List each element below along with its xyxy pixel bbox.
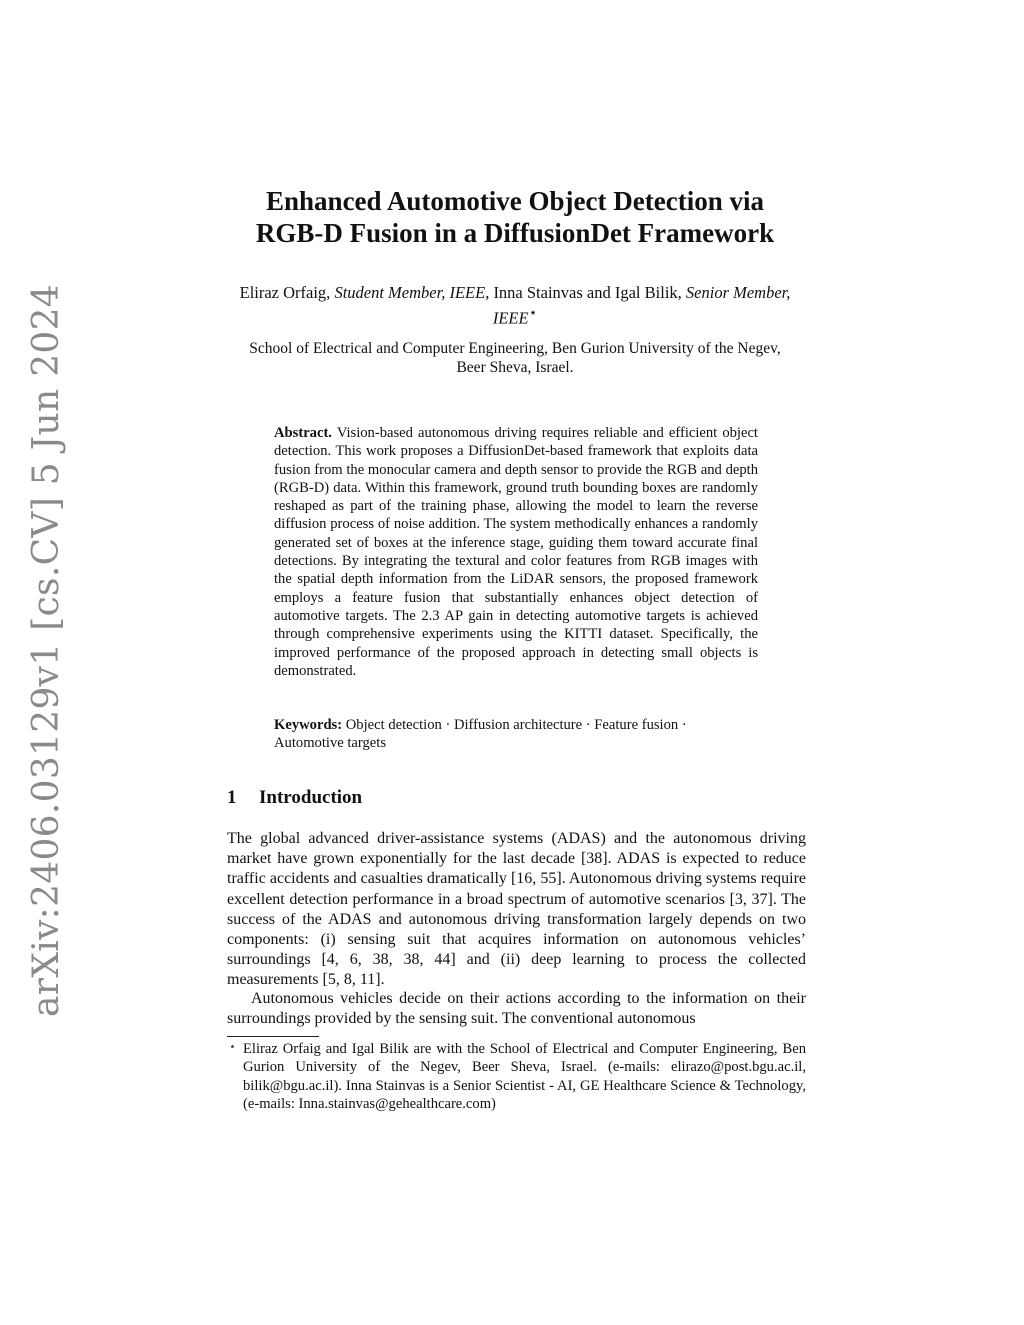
footnote-text: Eliraz Orfaig and Igal Bilik are with the School of Electrical and Computer Engineering, Ben Gurion University of the Negev, Beer Sheva, Israel. (e-mails: elirazo@post.bgu.ac.il, bilik@bgu.ac.il). Inna Stainvas is a Senior Scientist - AI, GE Healthcare Science & Technology, (e-mails: Inna.stainvas@gehealthcare.com) [243,1041,806,1112]
keywords [274,716,758,753]
section-number: 1 [227,787,237,808]
author-2-names: , Inna Stainvas and Igal Bilik, [485,283,686,302]
keywords-label: Keywords: [274,717,343,733]
paper-title [200,185,830,249]
title-line-1: Enhanced Automotive Object Detection via [266,186,764,216]
footnote-divider [227,1036,319,1037]
abstract [274,424,758,680]
section-heading-introduction [227,786,362,810]
arxiv-identifier-text: arXiv:2406.03129v1 [cs.CV] 5 Jun 2024 [25,283,67,1017]
author-3-role: Senior Member, IEEE [492,283,791,328]
abstract-label: Abstract. [274,425,332,441]
section-title: Introduction [259,787,363,808]
keywords-text: Object detection · Diffusion architecture · Feature fusion · Automotive targets [274,717,687,752]
footnote [229,1040,806,1113]
abstract-text: Vision-based autonomous driving requires reliable and efficient object detection. This work proposes a DiffusionDet-based framework that exploits data fusion from the monocular camera and depth sensor to provide the RGB and depth (RGB-D) data. Within this framework, ground truth bounding boxes are randomly reshaped as part of the training phase, allowing the model to learn the reverse diffusion process of noise addition. The system methodically enhances a randomly generated set of boxes at the inference stage, guiding them toward accurate final detections. By integrating the textural and color features from RGB images with the spatial depth information from the LiDAR sensors, the proposed framework employs a feature fusion that substantially enhances object detection of automotive targets. The 2.3 AP gain in detecting automotive targets is achieved through comprehensive experiments using the KITTI dataset. Specifically, the improved performance of the proposed approach in detecting small objects is demonstrated. [274,425,758,679]
affiliation-line-2: Beer Sheva, Israel. [456,359,574,376]
author-1-name: Eliraz Orfaig, [239,283,335,302]
author-footnote-mark: ⋆ [528,305,538,320]
intro-paragraph-1: The global advanced driver-assistance systems (ADAS) and the autonomous driving market have grown exponentially for the last decade [38]. ADAS is expected to reduce traffic accidents and casualties dramatically [16, 55]. Autonomous driving systems require excellent detection performance in a broad spectrum of automotive scenarios [3, 37]. The success of the ADAS and autonomous driving transformation largely depends on two components: (i) sensing suit that acquires information on autonomous vehicles’ surroundings [4, 6, 38, 38, 44] and (ii) deep learning to process the collected measurements [5, 8, 11]. [227,830,806,989]
intro-paragraph-2: Autonomous vehicles decide on their actions according to the information on their surroundings provided by the sensing suit. The conventional autonomous [227,990,806,1028]
title-line-2: RGB-D Fusion in a DiffusionDet Framework [255,218,775,248]
affiliation [220,339,810,377]
arxiv-identifier-stamp [18,283,74,1017]
author-list [228,283,802,329]
affiliation-line-1: School of Electrical and Computer Engineering, Ben Gurion University of the Negev, [249,340,781,357]
author-1-role: Student Member, IEEE [334,283,486,302]
footnote-mark: ⋆ [229,1041,236,1053]
